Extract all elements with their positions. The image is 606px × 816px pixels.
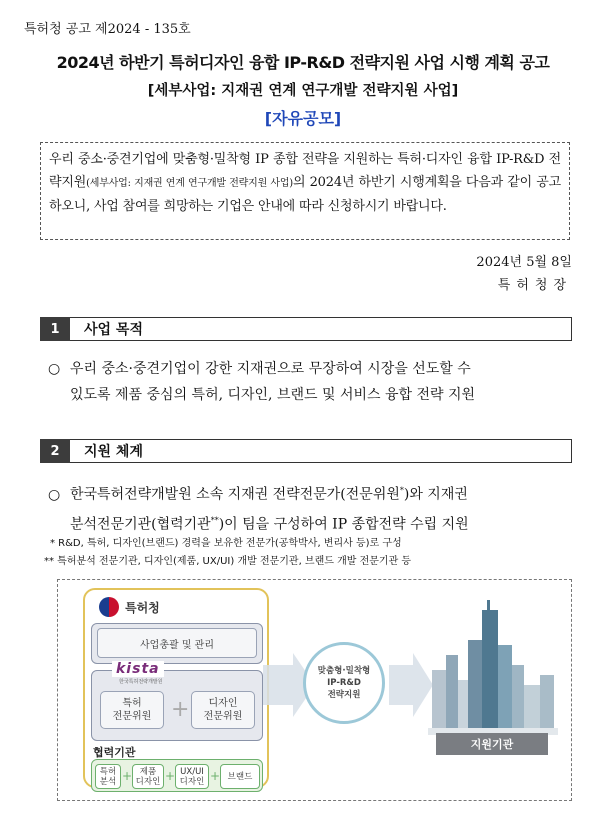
partner-ux-design [175,764,209,789]
partner-label: UX/UI [180,766,204,777]
government-emblem-icon [99,597,119,617]
partner-brand: 브랜드 [220,764,260,789]
body-line: 한국특허전략개발원 소속 지재권 전략전문가(전문위원 [70,486,400,503]
partners-list [91,759,263,792]
notice-number: 특허청 공고 제2024 - 135호 [24,22,191,37]
intro-text-small: (세부사업: 지재권 연계 연구개발 전략지원 사업) [86,178,293,189]
partner-label: 제품 [139,766,157,777]
page-title: 2024년 하반기 특허디자인 융합 IP-R&D 전략지원 사업 시행 계획 공고 [56,53,550,72]
category-label: [자유공모] [264,109,342,128]
footnote-1: * R&D, 특허, 디자인(브랜드) 경력을 보유한 전문가(공학박사, 변리사 등)로 구성 [50,538,402,549]
ip-rnd-support-circle [303,642,385,724]
section-heading-system [40,439,572,463]
plus-icon: + [122,769,133,783]
body-line: 있도록 제품 중심의 특허, 디자인, 브랜드 및 서비스 융합 전략 지원 [70,387,476,403]
kista-box [91,661,263,741]
city-buildings-icon [428,600,558,735]
kipo-label: 특허청 [125,600,160,615]
partner-label: 디자인 [179,776,205,787]
footnote-mark: ** [210,515,219,525]
kista-subtitle: 한국특허전략개발원 [119,679,163,685]
intro-box [40,142,570,240]
partners-title: 협력기관 [93,746,136,759]
footnote-2: ** 특허분석 전문기관, 디자인(제품, UX/UI) 개발 전문기관, 브랜드 개발 전문기관 등 [44,556,412,567]
management-box [91,623,263,664]
management-label: 사업총괄 및 관리 [97,628,257,658]
expert-label: 특허 [122,698,142,709]
body-line: 분석전문기관(협력기관 [70,516,211,533]
body-line: )이 팀을 구성하여 IP 종합전략 수립 지원 [218,516,469,533]
center-label: IP-R&D [327,678,361,688]
kista-logo: kista [112,661,164,677]
partner-label: 분석 [99,776,117,787]
expert-label: 전문위원 [203,711,243,722]
intro-text-b: 의 2024년 하반기 시행계획을 다음과 같이 공고하오니, 사업 참여를 희망하는 기업은 안내에 따라 신청하시기 바랍니다. [49,175,561,214]
patent-expert-box [100,691,164,729]
partner-product-design [132,764,164,789]
expert-label: 전문위원 [112,711,152,722]
section-title: 사업 목적 [84,322,143,338]
support-target-label: 지원기관 [436,733,548,755]
notice-date: 2024년 5월 8일 [476,255,572,270]
partner-label: 특허 [99,766,117,777]
plus-icon: + [165,769,176,783]
expert-label: 디자인 [208,698,238,709]
body-line: )와 지재권 [403,486,468,503]
intro-text-a: 우리 중소·중견기업에 맞춤형·밀착형 IP 종합 전략을 지원하는 특허·디자인 융합 IP-R&D 전략지원 [49,152,561,190]
support-system-diagram [57,579,572,801]
section-body-purpose [48,356,578,408]
partners-box [91,746,263,787]
section-heading-purpose [40,317,572,341]
section-body-system [48,478,578,537]
design-expert-box [191,691,255,729]
center-label: 전략지원 [327,690,361,700]
bullet-icon: ○ [48,361,61,377]
organization-box [83,588,269,788]
bullet-icon: ○ [48,486,61,503]
plus-icon: + [171,697,190,722]
section-number: 2 [40,439,70,463]
kipo-logo [99,597,160,617]
section-number: 1 [40,317,70,341]
section-title: 지원 체계 [84,444,143,460]
footnote-mark: * [399,486,404,495]
partner-patent [95,764,121,789]
partner-label: 디자인 [135,776,161,787]
plus-icon: + [210,769,221,783]
center-label: 맞춤형·밀착형 [317,666,371,676]
body-line: 우리 중소·중견기업이 강한 지재권으로 무장하여 시장을 선도할 수 [70,361,471,377]
issuer: 특허청장 [497,278,572,293]
page-subtitle: [세부사업: 지재권 연계 연구개발 전략지원 사업] [147,83,459,99]
